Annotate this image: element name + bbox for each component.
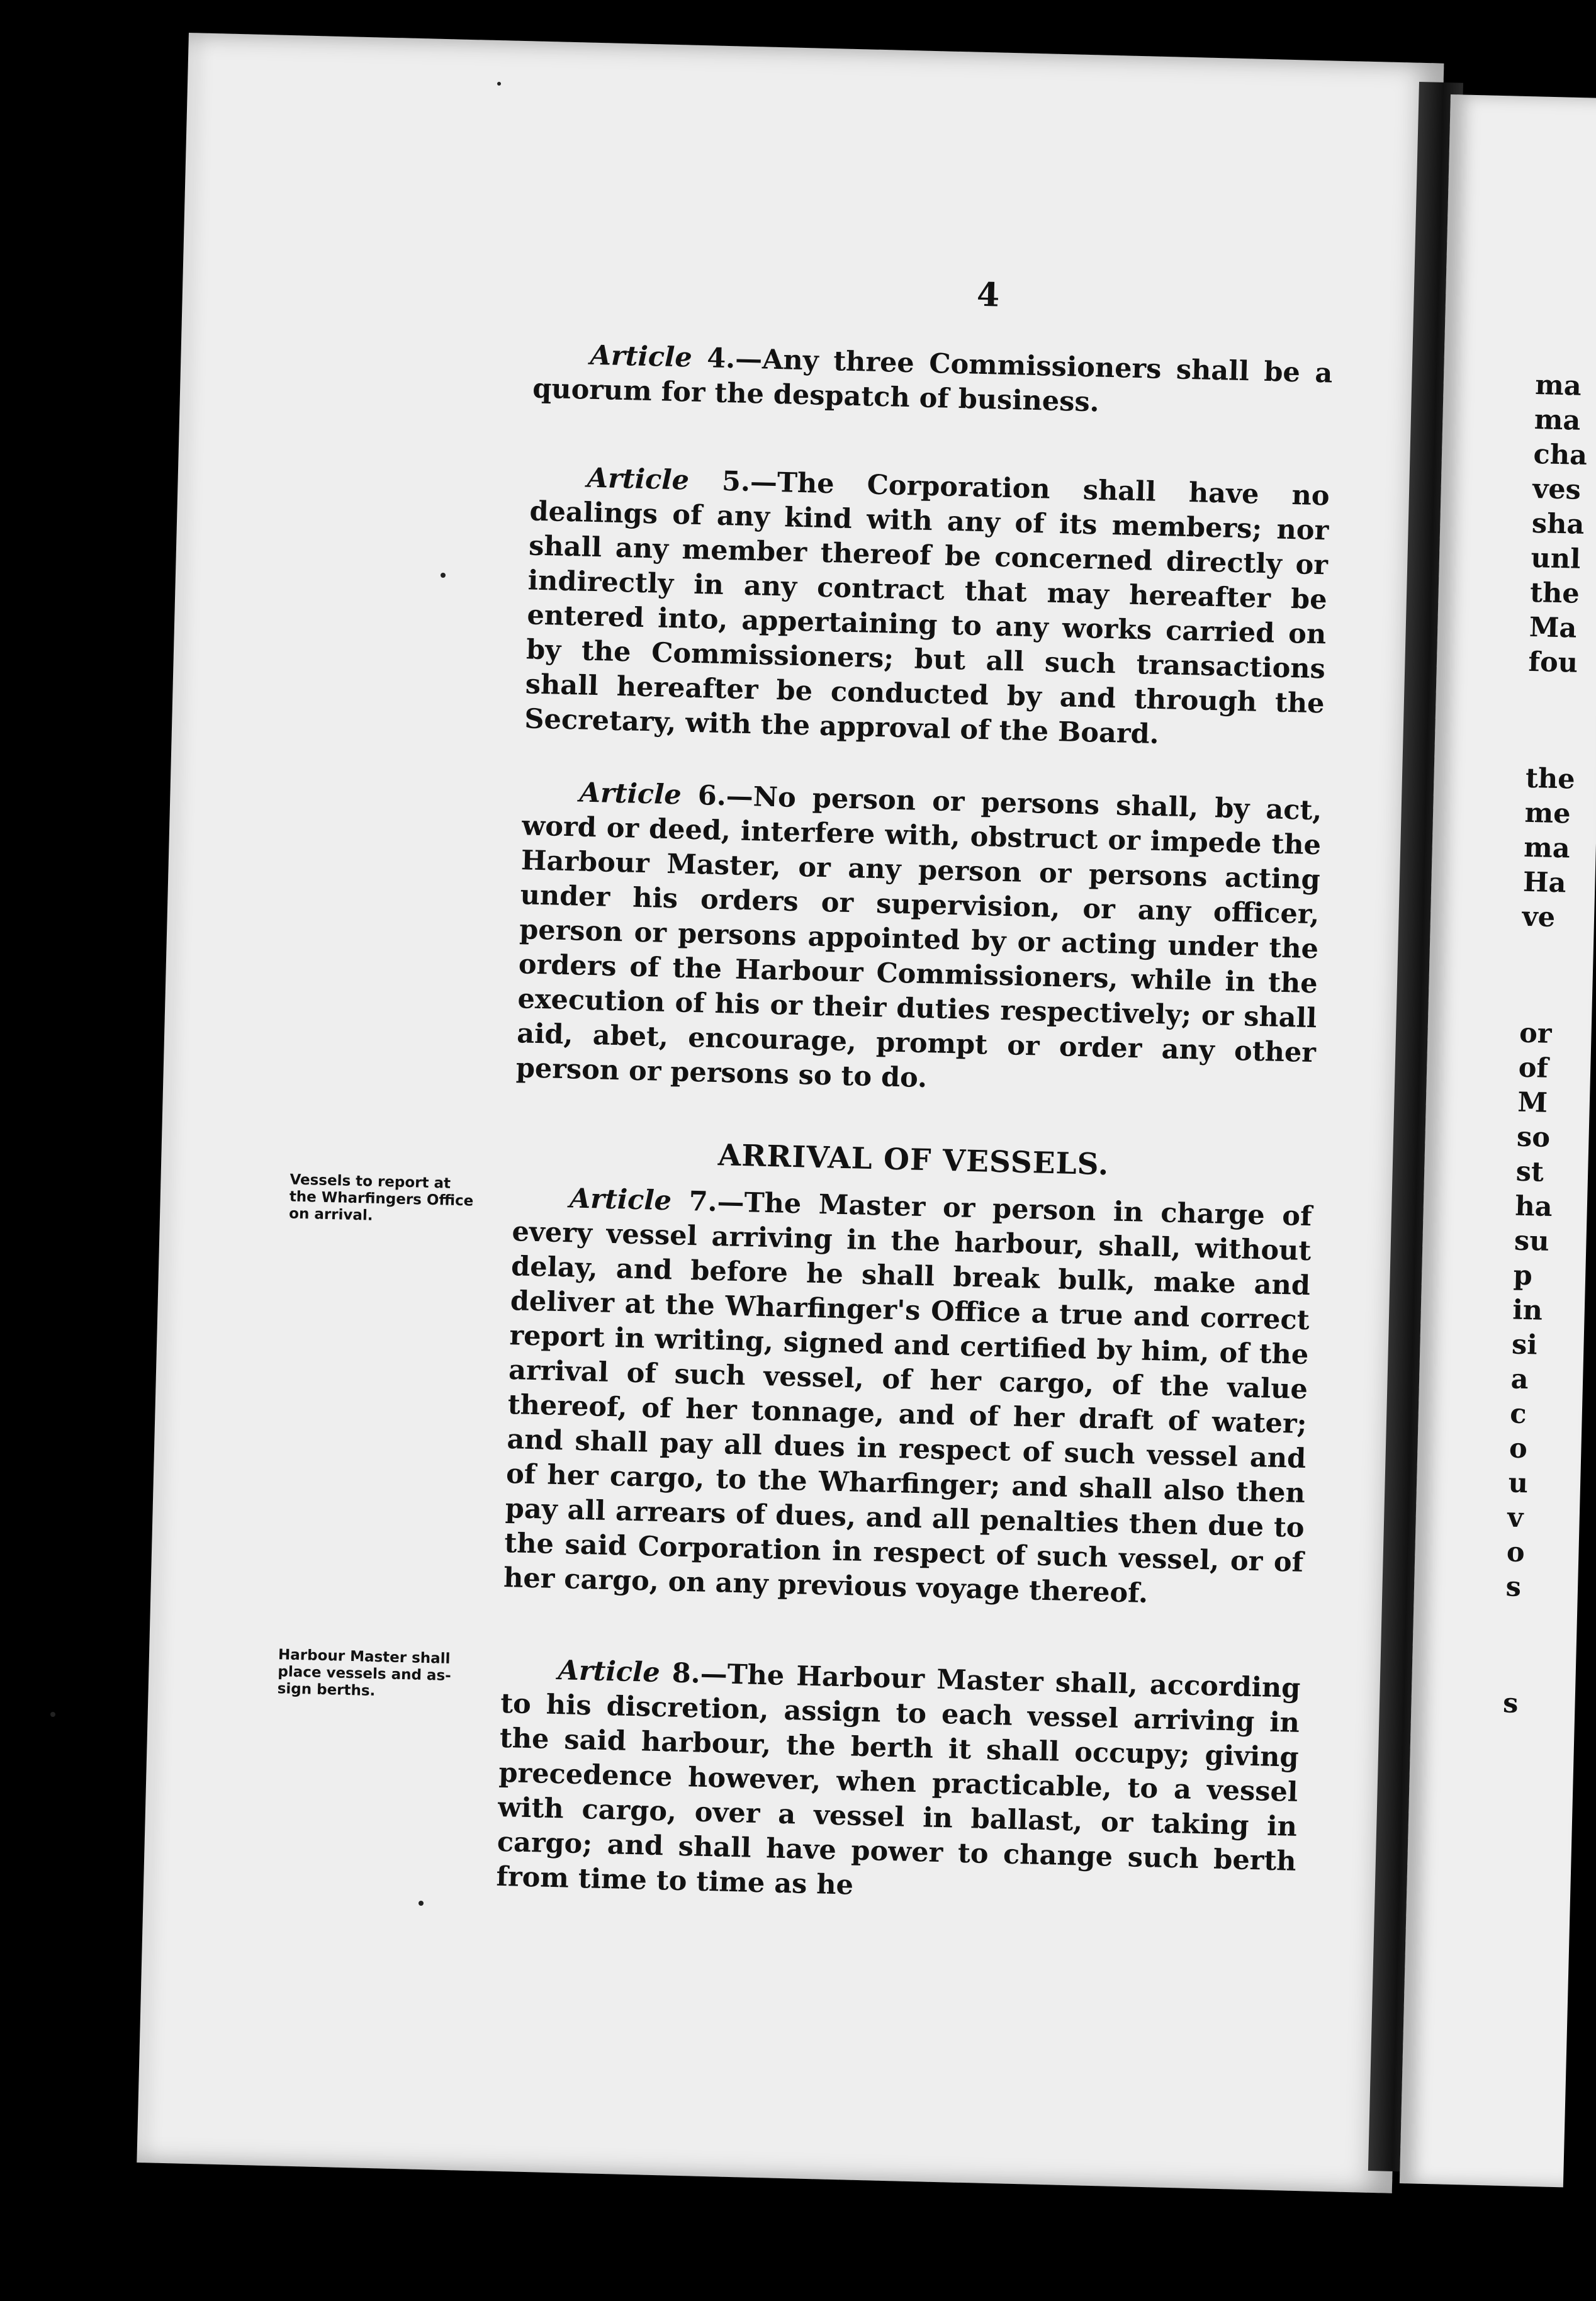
fragment: si — [1511, 1329, 1538, 1361]
fragment: ma — [1534, 369, 1582, 402]
fragment: o — [1509, 1432, 1528, 1465]
ink-speck — [419, 1901, 424, 1906]
section-heading: ARRIVAL OF VESSELS. — [717, 1138, 1110, 1183]
article-number: 4. — [706, 342, 736, 375]
fragment: ma — [1523, 831, 1571, 865]
fragment: Ha — [1522, 866, 1567, 899]
fragment: v — [1507, 1502, 1524, 1534]
fragment: unl — [1531, 542, 1582, 575]
sidenote-harbour-master: Harbour Master shall place vessels and as- sign berths. — [277, 1646, 452, 1700]
fragment: in — [1512, 1294, 1543, 1327]
fragment: the — [1529, 577, 1580, 610]
fragment: me — [1524, 797, 1571, 830]
fragment: so — [1516, 1121, 1551, 1154]
article-label: Article — [590, 339, 693, 374]
article-text: —Any three Commissioners shall be a quorum for the despatch of business. — [532, 343, 1333, 419]
fragment: s — [1502, 1687, 1519, 1719]
fragment: u — [1508, 1467, 1529, 1500]
article-label: Article — [569, 1183, 672, 1217]
article-label: Article — [579, 777, 682, 811]
article-text: —No person or persons shall, by act, word or deed, interfere with, obstruct or impede the Harbour Master, or any person or persons acting under his orders or supervision, or any officer, person or persons appointed by or acting under the orders of the Harbour Commissioners, while in the execution of his or their duties respectively; or shall aid, abet, encourage, prompt or order any other person or persons so to do. — [515, 780, 1322, 1094]
page-number: 4 — [976, 275, 1001, 315]
fragment: ve — [1522, 901, 1556, 934]
ink-speck — [441, 573, 446, 578]
fragment: the — [1525, 762, 1576, 796]
article-text: —The Master or person in charge of every vessel arriving in the harbour, shall, without delay, and before he shall break bulk, make and deliver at the Wharfinger's Office a true and correct report in writing, signed and certified by him, of the arrival of such vessel, of her cargo, of the value thereof, of her tonnage, and of her draft of water; and shall pay all dues in respect of such vessel and of her cargo, to the Wharfinger; and shall also then pay all arrears of dues, and all penalties then due to the said Corporation in respect of such vessel, or of her cargo, on any previous voyage thereof. — [503, 1186, 1313, 1609]
article-text: —The Harbour Master shall, according to his discretion, assign to each vessel arriving in the said harbour, the berth it shall occupy; giving precedence however, when practicable, to a vessel with cargo, over a vessel in ballast, or taking in cargo; and shall have power to change such berth from time to time as he — [495, 1658, 1301, 1901]
fragment: ha — [1514, 1190, 1553, 1224]
article-8 — [496, 1652, 1301, 1914]
article-number: 5. — [721, 465, 751, 498]
article-4 — [532, 337, 1333, 426]
fragment: p — [1513, 1259, 1533, 1292]
article-5 — [524, 459, 1330, 756]
article-7 — [503, 1180, 1312, 1615]
ink-speck — [497, 82, 501, 86]
left-page-text — [137, 33, 1441, 2190]
article-number: 7. — [688, 1185, 718, 1218]
fragment: of — [1518, 1052, 1549, 1084]
article-6 — [515, 774, 1322, 1105]
fragment: s — [1505, 1571, 1522, 1604]
fragment: or — [1519, 1017, 1553, 1050]
fragment: o — [1506, 1536, 1526, 1569]
ink-speck — [50, 1712, 55, 1717]
fragment: ves — [1532, 473, 1582, 506]
fragment: ma — [1534, 403, 1581, 437]
article-number: 8. — [672, 1657, 701, 1690]
fragment: fou — [1527, 646, 1578, 679]
sidenote-vessels-report: Vessels to report at the Wharfingers Office on arrival. — [288, 1171, 474, 1224]
fragment: Ma — [1529, 611, 1577, 644]
fragment: c — [1509, 1398, 1527, 1431]
article-label: Article — [587, 462, 690, 497]
article-label: Article — [557, 1655, 661, 1689]
fragment: cha — [1533, 438, 1588, 472]
article-text: —The Corporation shall have no dealings of any kind with any of its members; nor shall any member thereof be concerned directly or indirectly in any contract that may hereafter be entered into, appertaining to any works carried on by the Commissioners; but all such transactions shall hereafter be conducted by and through the Secretary, with the approval of the Board. — [524, 466, 1330, 750]
article-number: 6. — [697, 780, 727, 813]
fragment: su — [1514, 1225, 1550, 1257]
fragment: sha — [1531, 507, 1585, 541]
fragment: st — [1515, 1156, 1544, 1188]
fragment: M — [1517, 1086, 1548, 1119]
fragment: a — [1510, 1363, 1529, 1396]
